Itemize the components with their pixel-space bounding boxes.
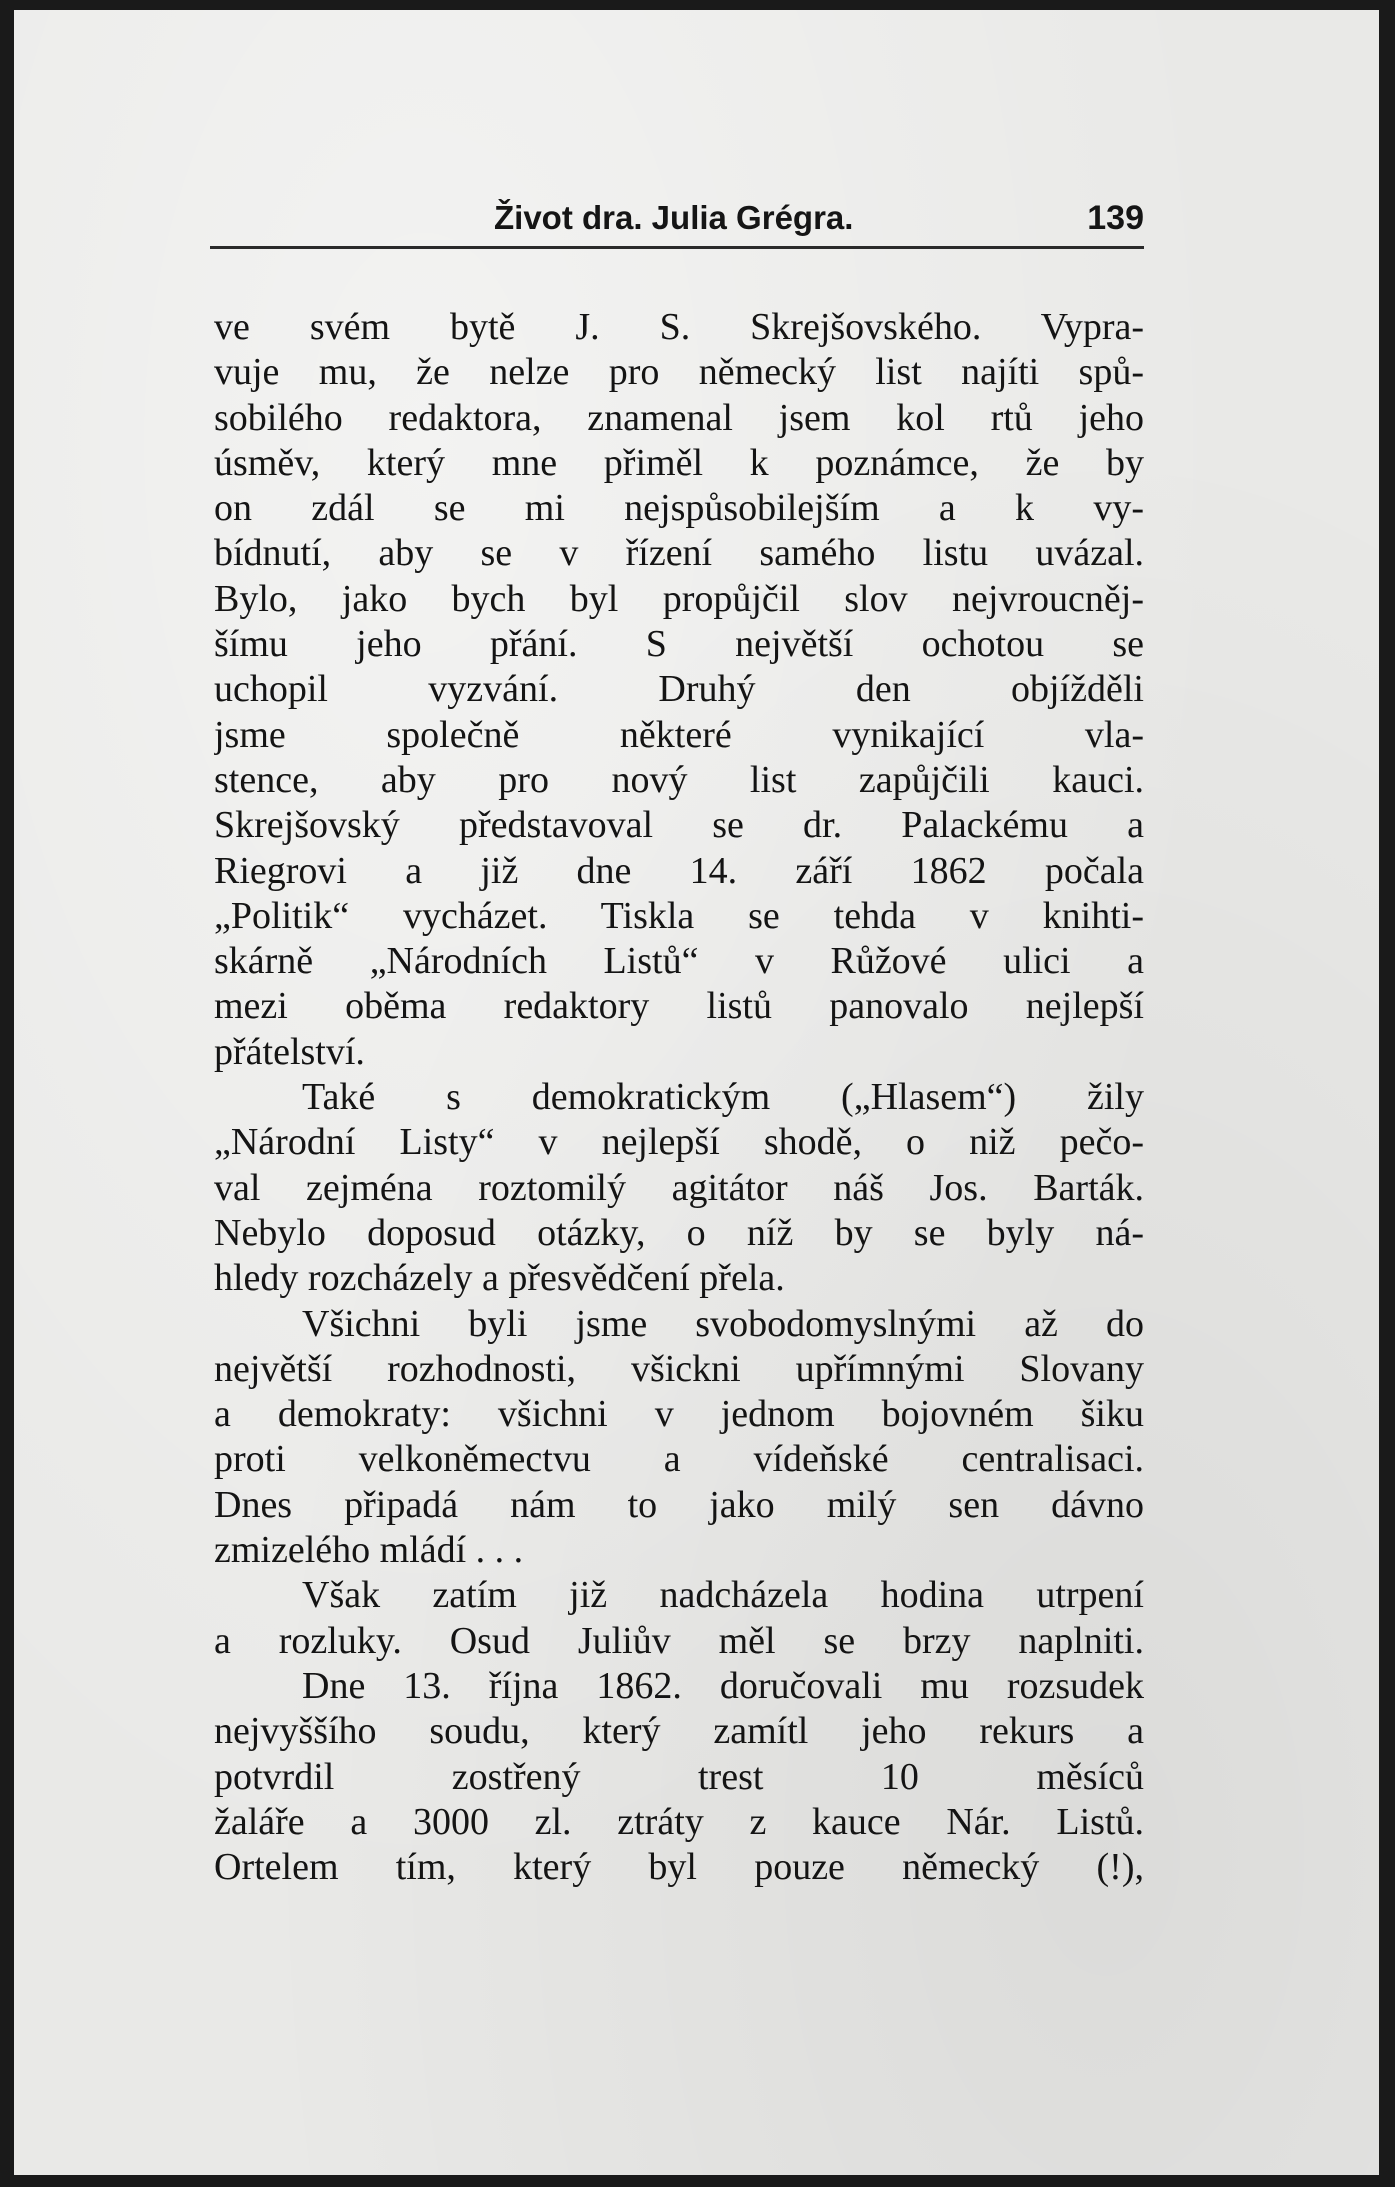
running-title: Život dra. Julia Grégra. — [494, 199, 854, 236]
text-line: Nebylo doposud otázky, o níž by se byly ná- — [214, 1211, 1144, 1254]
text-line: žaláře a 3000 zl. ztráty z kauce Nár. Listů. — [214, 1800, 1144, 1843]
text-line: Však zatím již nadcházela hodina utrpení — [302, 1574, 1144, 1617]
text-line: největší rozhodnosti, všickni upřímnými Slovany — [214, 1347, 1144, 1390]
text-line: a demokraty: všichni v jednom bojovném šiku — [214, 1393, 1144, 1436]
text-line: on zdál se mi nejspůsobilejším a k vy- — [214, 487, 1144, 530]
text-line: potvrdil zostřený trest 10 měsíců — [214, 1755, 1144, 1798]
text-line: proti velkoněmectvu a vídeňské centralisaci. — [214, 1438, 1144, 1481]
text-line: přátelství. — [214, 1030, 365, 1073]
text-line: bídnutí, aby se v řízení samého listu uvázal. — [214, 532, 1144, 575]
text-line: a rozluky. Osud Juliův měl se brzy naplniti. — [214, 1619, 1144, 1662]
text-line: sobilého redaktora, znamenal jsem kol rtů jeho — [214, 396, 1144, 439]
text-line: Dnes připadá nám to jako milý sen dávno — [214, 1483, 1144, 1526]
header-rule — [210, 246, 1144, 249]
text-line: ve svém bytě J. S. Skrejšovského. Vypra- — [214, 306, 1144, 348]
text-line: Riegrovi a již dne 14. září 1862 počala — [214, 849, 1144, 892]
page-header — [494, 195, 1144, 245]
text-line: uchopil vyzvání. Druhý den objížděli — [214, 668, 1144, 711]
page-number: 139 — [1087, 199, 1144, 237]
text-line: hledy rozcházely a přesvědčení přela. — [214, 1257, 785, 1300]
text-line: úsměv, který mne přiměl k poznámce, že by — [214, 441, 1144, 484]
text-line: stence, aby pro nový list zapůjčili kauci. — [214, 758, 1144, 801]
text-line: Ortelem tím, který byl pouze německý (!), — [214, 1846, 1144, 1889]
book-page — [14, 10, 1379, 2175]
text-line: Skrejšovský představoval se dr. Palackému a — [214, 804, 1144, 847]
text-line: jsme společně některé vynikající vla- — [214, 713, 1144, 756]
text-line: Bylo, jako bych byl propůjčil slov nejvroucněj- — [214, 577, 1144, 620]
text-line: val zejména roztomilý agitátor náš Jos. Barták. — [214, 1166, 1144, 1209]
text-line: šímu jeho přání. S největší ochotou se — [214, 623, 1144, 666]
text-line: „Národní Listy“ v nejlepší shodě, o niž pečo- — [214, 1121, 1144, 1164]
text-line: „Politik“ vycházet. Tiskla se tehda v knihti- — [214, 894, 1144, 937]
text-line: Dne 13. října 1862. doručovali mu rozsudek — [302, 1664, 1144, 1707]
text-line: Všichni byli jsme svobodomyslnými až do — [302, 1302, 1144, 1345]
text-line: zmizelého mládí . . . — [214, 1529, 524, 1572]
text-line: skárně „Národních Listů“ v Růžové ulici a — [214, 940, 1144, 983]
body-text — [214, 305, 1144, 1890]
text-line: Také s demokratickým („Hlasem“) žily — [302, 1076, 1144, 1119]
text-line: nejvyššího soudu, který zamítl jeho rekurs a — [214, 1710, 1144, 1753]
text-line: vuje mu, že nelze pro německý list najíti spů- — [214, 351, 1144, 394]
text-line: mezi oběma redaktory listů panovalo nejlepší — [214, 985, 1144, 1028]
